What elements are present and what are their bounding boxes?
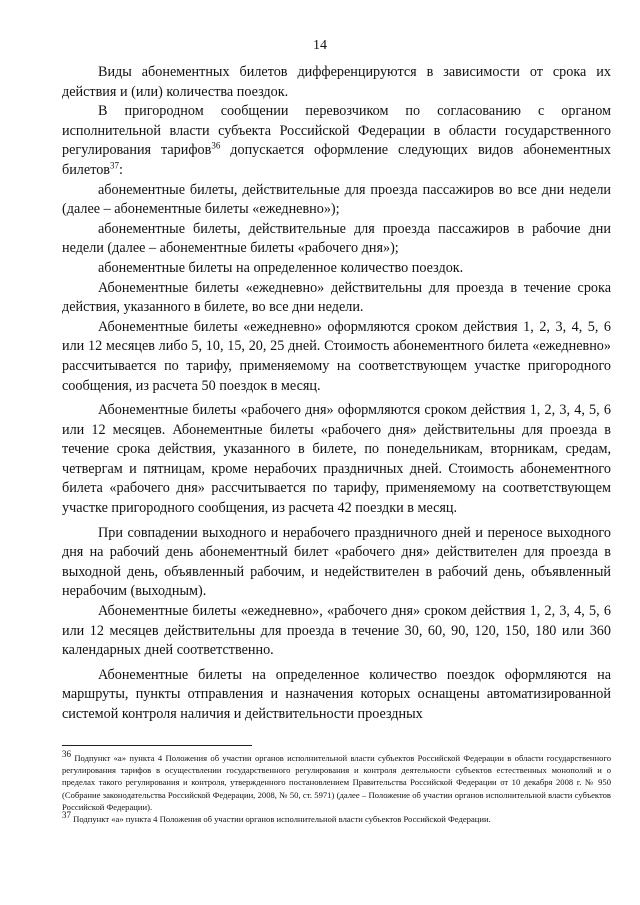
footnote-mark: 36 — [62, 749, 71, 760]
paragraph: Абонементные билеты на определенное количество поездок оформляются на маршруты, пункты отправления и назначения которых оснащены автоматизированной системой контроля наличия и действительности проездных — [62, 666, 611, 722]
footnote-text: Подпункт «а» пункта 4 Положения об участии органов исполнительной власти субъектов Российской Федерации в области государственного регулирования тарифов в осуществлении государственного регулирования и контроля деятельности субъектов естественных монополий и о пределах такого регулирования и контроля, утвержденного постановлением Правительства Российской Федерации от 10 декабря 2008 г. № 950 (Собрание законодательства Российской Федерации, 2008, № 50, ст. 5971) (далее – Положение об участии органов исполнительной власти субъектов Российской Федерации). — [62, 753, 611, 812]
footnote-ref-37[interactable]: 37 — [110, 160, 119, 171]
footnote-ref-36[interactable]: 36 — [211, 140, 221, 151]
footnote-divider — [62, 745, 252, 746]
footnote-text: Подпункт «а» пункта 4 Положения об участии органов исполнительной власти субъектов Российской Федерации. — [71, 814, 491, 825]
paragraph: абонементные билеты, действительные для проезда пассажиров во все дни недели (далее – абонементные билеты «ежедневно»); — [62, 181, 611, 218]
footnote-mark: 37 — [62, 810, 71, 821]
footnotes — [62, 749, 611, 825]
paragraph-text: : — [119, 161, 123, 178]
footnote-37 — [62, 810, 611, 825]
paragraph-text: допускается оформление следующих видов абонементных билетов — [62, 142, 611, 178]
paragraph: Абонементные билеты «ежедневно» действительны для проезда в течение срока действия, указанного в билете, во все дни недели. — [62, 279, 611, 316]
paragraph: Виды абонементных билетов дифференцируются в зависимости от срока их действия и (или) количества поездок. — [62, 64, 611, 100]
paragraph: Абонементные билеты «ежедневно» оформляются сроком действия 1, 2, 3, 4, 5, 6 или 12 месяцев либо 5, 10, 15, 20, 25 дней. Стоимость абонементного билета «ежедневно» рассчитывается по тарифу, применяемому на соответствующем участке пригородного сообщения, из расчета 50 поездок в месяц. — [62, 318, 611, 394]
page-number: 14 — [313, 38, 327, 53]
paragraph: При совпадении выходного и нерабочего праздничного дней и переносе выходного дня на рабочий день абонементный билет «рабочего дня» действителен для проезда в выходной день, объявленный рабочим, и недействителен в рабочий день, объявленный нерабочим (выходным). — [62, 524, 611, 600]
paragraph: абонементные билеты на определенное количество поездок. — [98, 259, 464, 276]
paragraph: Абонементные билеты «рабочего дня» оформляются сроком действия 1, 2, 3, 4, 5, 6 или 12 месяцев. Абонементные билеты «рабочего дня» действительны для проезда в течение срока действия, указанного в билете, по понедельникам, вторникам, средам, четвергам и пятницам, кроме нерабочих праздничных дней. Стоимость абонементного билета «рабочего дня» рассчитывается по тарифу, применяемому на соответствующем участке пригородного сообщения, из расчета 42 поездки в месяц. — [62, 402, 611, 517]
paragraph-text: В пригородном сообщении перевозчиком по согласованию с органом исполнительной власти субъекта Российской Федерации в области государственного регулирования тарифов — [62, 103, 611, 159]
paragraph — [62, 102, 611, 180]
paragraph: абонементные билеты, действительные для проезда пассажиров в рабочие дни недели (далее – абонементные билеты «рабочего дня»); — [62, 220, 611, 257]
paragraph: Абонементные билеты «ежедневно», «рабочего дня» сроком действия 1, 2, 3, 4, 5, 6 или 12 месяцев действительны для проезда в течение 30, 60, 90, 120, 150, 180 или 360 календарных дней соответственно. — [62, 603, 611, 659]
main-text — [62, 63, 611, 725]
footnote-36 — [62, 749, 611, 813]
